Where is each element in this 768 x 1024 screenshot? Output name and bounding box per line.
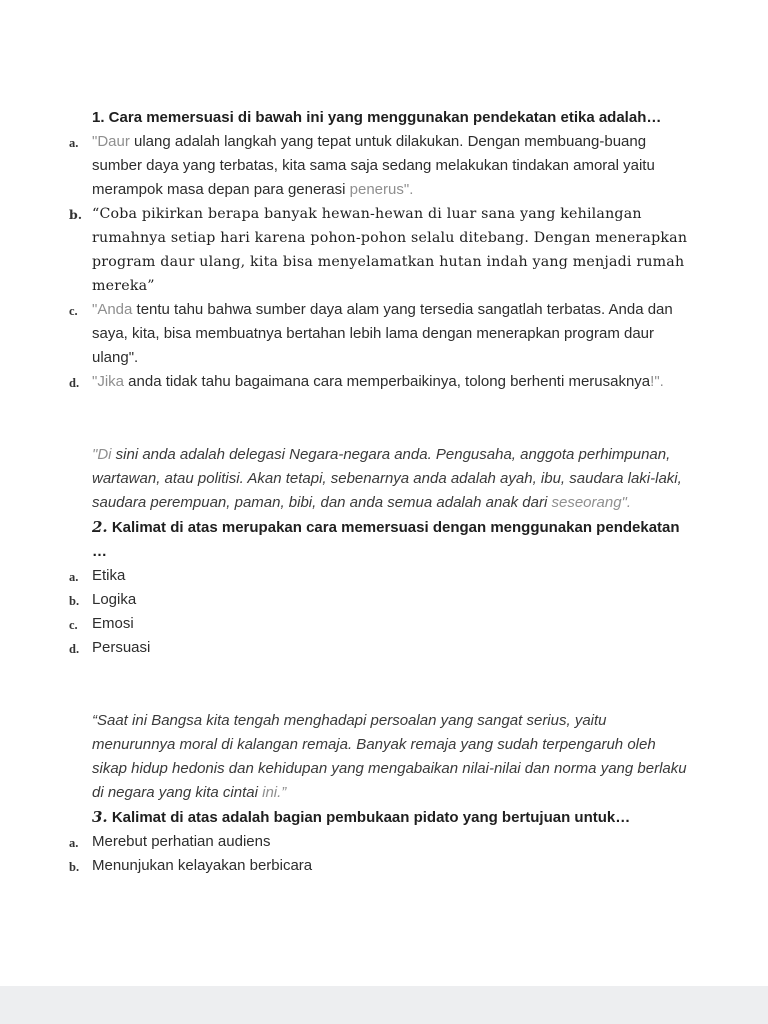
- text-segment: tentu tahu bahwa sumber daya alam yang tersedia sangatlah terbatas. Anda dan saya, kita, bisa membuatnya bertahan lebih lama dengan menerapkan program daur ulang".: [92, 301, 673, 366]
- text-segment: anda tidak tahu bagaimana cara memperbaikinya, tolong berhenti merusaknya: [124, 373, 651, 390]
- text-segment: Persuasi: [92, 639, 151, 656]
- text-segment: Logika: [92, 591, 137, 608]
- option-item: [69, 612, 694, 636]
- paragraph-text: [92, 446, 682, 511]
- text-segment: “Coba pikirkan berapa banyak hewan-hewan di luar sana yang kehilangan rumahnya setiap hari karena pohon-pohon selalu ditebang. Dengan menerapkan program daur ulang, kita bisa menyelamatkan hutan indah yang menjadi rumah mereka”: [92, 206, 688, 294]
- paragraph-text: [92, 519, 680, 560]
- text-segment: "Anda: [92, 301, 133, 318]
- text-segment: "Daur: [92, 133, 130, 150]
- option-item: [69, 588, 694, 612]
- text-segment: Menunjukan kelayakan berbicara: [92, 857, 313, 874]
- option-item: [69, 830, 694, 854]
- paragraph-text: [92, 301, 673, 366]
- option-item: [69, 298, 694, 370]
- option-letter: a.: [69, 836, 79, 850]
- question-3-heading: [92, 805, 694, 830]
- paragraph-text: [92, 205, 687, 294]
- quote-paragraph-2: [92, 709, 694, 805]
- text-segment: Emosi: [92, 615, 134, 632]
- option-letter: d.: [69, 376, 80, 390]
- question-1-heading: [92, 106, 694, 130]
- paragraph-text: [92, 109, 661, 126]
- option-item: [69, 202, 694, 298]
- text-segment: "Jika: [92, 373, 124, 390]
- paragraph-text: [92, 373, 664, 390]
- paragraph-text: [92, 639, 150, 656]
- text-segment: penerus".: [349, 181, 414, 198]
- text-segment: sini anda adalah delegasi Negara-negara anda. Pengusaha, anggota perhimpunan, wartawan, atau politisi. Akan tetapi, sebenarnya anda adalah ayah, ibu, saudara laki-laki, saudara perempuan, paman, bibi, dan anda semua adalah anak dari: [92, 446, 682, 511]
- paragraph-text: [92, 133, 655, 198]
- option-item: [69, 564, 694, 588]
- text-segment: 2.: [92, 518, 108, 536]
- paragraph-text: [92, 833, 270, 850]
- text-segment: Kalimat di atas adalah bagian pembukaan pidato yang bertujuan untuk…: [107, 809, 631, 826]
- text-segment: "Di: [92, 446, 112, 463]
- text-segment: Etika: [92, 567, 126, 584]
- paragraph-text: [92, 857, 312, 874]
- text-segment: 3.: [92, 808, 108, 826]
- question-2-heading: [92, 515, 694, 564]
- text-segment: “Saat ini Bangsa kita tengah menghadapi persoalan yang sangat serius, yaitu menurunnya moral di kalangan remaja. Banyak remaja yang sudah terpengaruh oleh sikap hidup hedonis dan kehidupan yang mengabaikan nilai-nilai dan norma yang berlaku di negara yang kita cintai: [92, 712, 687, 801]
- option-item: [69, 636, 694, 660]
- option-letter: a.: [69, 136, 79, 150]
- quote-paragraph-1: [92, 443, 694, 515]
- option-letter: a.: [69, 570, 79, 584]
- paragraph-text: [92, 615, 134, 632]
- text-segment: 1. Cara memersuasi di bawah ini yang menggunakan pendekatan etika adalah…: [92, 109, 662, 126]
- text-segment: seseorang".: [551, 494, 632, 511]
- paragraph-text: [92, 591, 136, 608]
- option-letter: b.: [69, 860, 80, 874]
- option-item: [69, 130, 694, 202]
- text-segment: ini.”: [262, 784, 287, 801]
- option-letter: d.: [69, 642, 80, 656]
- paragraph-text: [92, 567, 125, 584]
- option-item: [69, 370, 694, 394]
- text-segment: !".: [650, 373, 664, 390]
- paragraph-text: [92, 712, 687, 801]
- option-item: [69, 854, 694, 878]
- option-letter: c.: [69, 618, 78, 632]
- option-letter: c.: [69, 304, 78, 318]
- text-segment: ulang adalah langkah yang tepat untuk dilakukan. Dengan membuang-buang sumber daya yang terbatas, kita sama saja sedang melakukan tindakan amoral yaitu merampok masa depan para generasi: [92, 133, 655, 198]
- paragraph-text: [92, 809, 630, 826]
- text-segment: Merebut perhatian audiens: [92, 833, 271, 850]
- option-letter: b.: [69, 594, 80, 608]
- text-segment: Kalimat di atas merupakan cara memersuasi dengan menggunakan pendekatan …: [92, 519, 680, 560]
- option-letter: b.: [69, 207, 83, 222]
